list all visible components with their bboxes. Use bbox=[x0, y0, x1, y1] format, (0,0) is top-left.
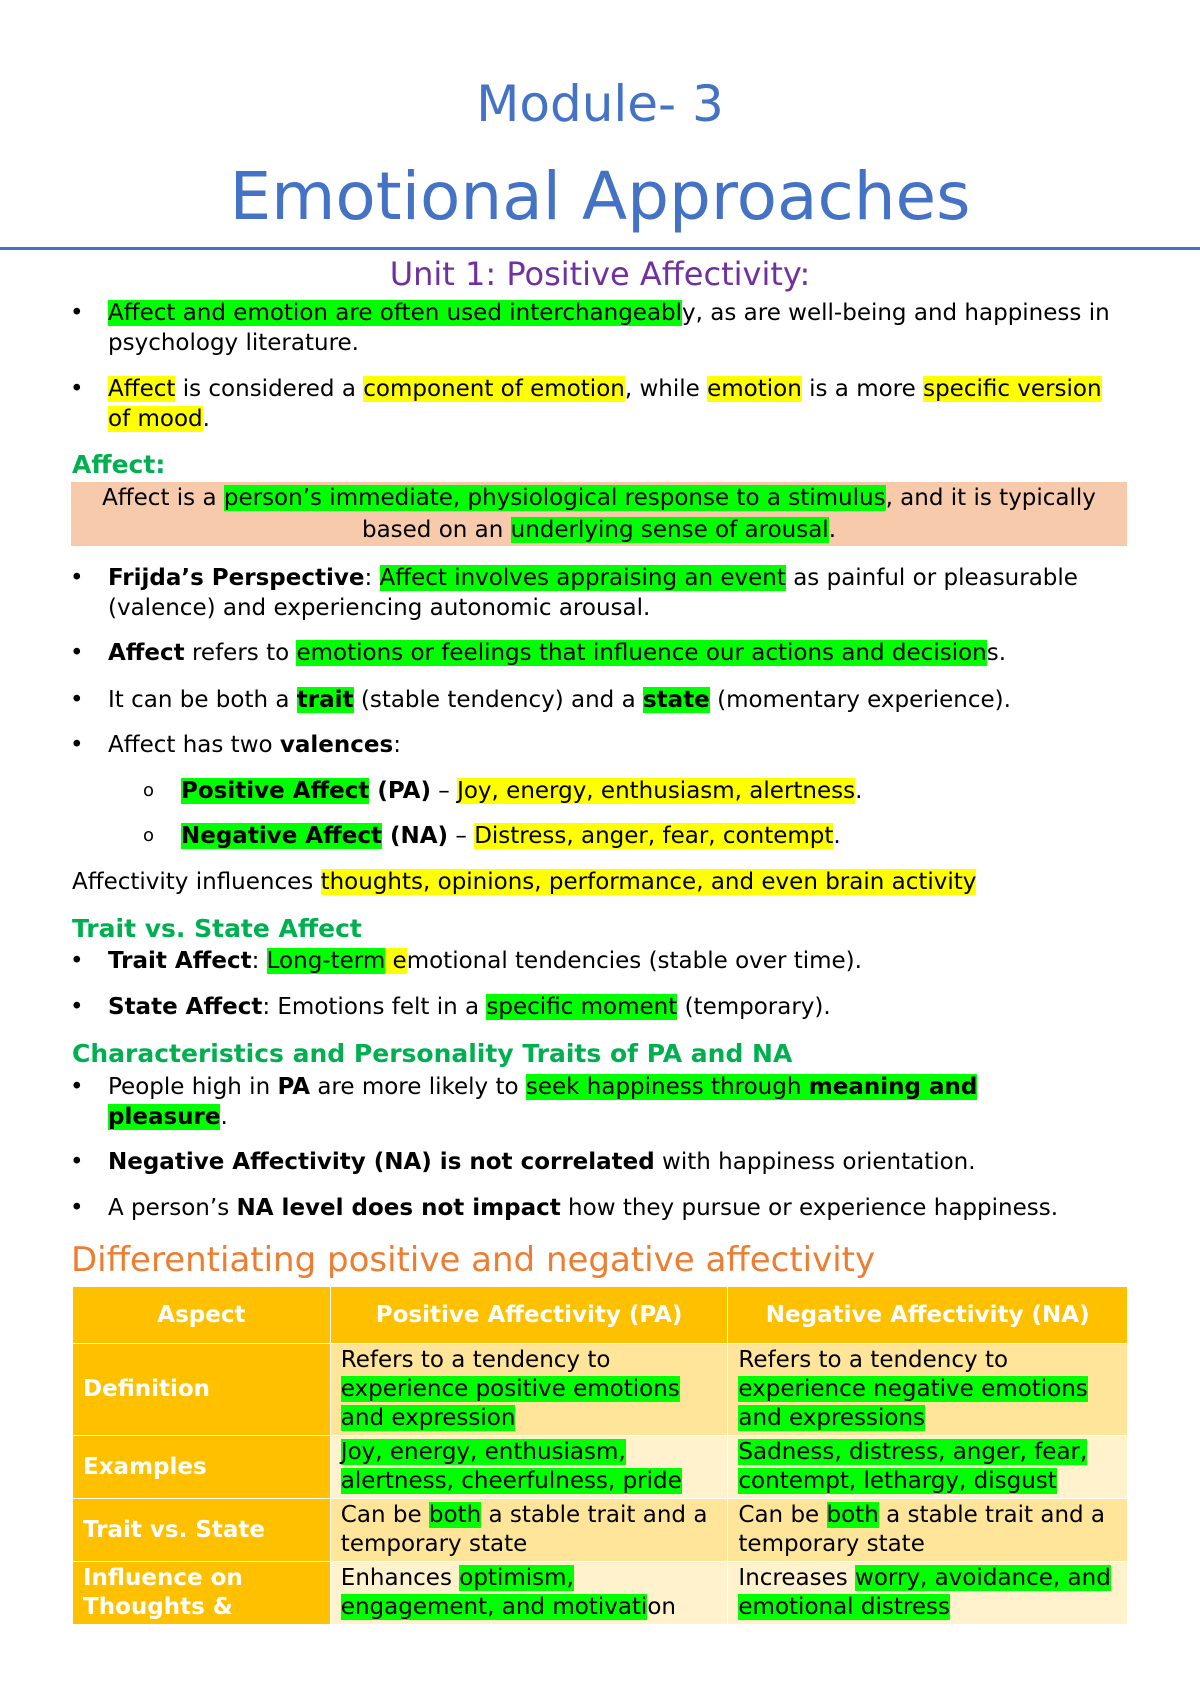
body-text: Refers to a tendency to bbox=[340, 1347, 611, 1373]
body-text: , while bbox=[624, 376, 708, 402]
bold-text: Frijda’s Perspective bbox=[108, 565, 365, 591]
differentiating-heading: Differentiating positive and negative affectivity bbox=[71, 1240, 876, 1280]
highlight-text: thoughts, opinions, performance, and even brain activity bbox=[320, 869, 977, 895]
table-header-cell: Negative Affectivity (NA) bbox=[728, 1287, 1128, 1344]
bold-text: NA level does not impact bbox=[236, 1195, 561, 1221]
body-text: y, as are well-being and happiness in psychology literature. bbox=[108, 300, 1110, 356]
highlight-text: trait bbox=[296, 687, 354, 713]
title-underline bbox=[0, 247, 1200, 250]
body-text: , and it is typically based on an bbox=[361, 485, 1096, 543]
bold-text: Affect bbox=[108, 640, 185, 666]
table-row bbox=[73, 1499, 1128, 1562]
body-text: – bbox=[430, 778, 458, 804]
body-text: It can be both a bbox=[108, 687, 297, 713]
body-text: s. bbox=[986, 640, 1007, 666]
pa-cell bbox=[330, 1562, 728, 1625]
bullet-icon: • bbox=[70, 1149, 84, 1175]
highlight-text: seek happiness through bbox=[525, 1074, 809, 1100]
highlight-text: Distress, anger, fear, contempt bbox=[474, 823, 834, 849]
highlight-text: experience negative emotions and expressions bbox=[738, 1376, 1088, 1431]
highlight-text: specific moment bbox=[486, 994, 678, 1020]
highlight-text: Joy, energy, enthusiasm, alertness bbox=[457, 778, 856, 804]
bullet-icon: • bbox=[70, 948, 84, 974]
body-text: . bbox=[828, 517, 837, 543]
body-text: Affect is a bbox=[102, 485, 224, 511]
body-text: Refers to a tendency to bbox=[738, 1347, 1009, 1373]
body-text: how they pursue or experience happiness. bbox=[560, 1195, 1059, 1221]
circle-bullet-icon: o bbox=[143, 825, 155, 846]
unit-heading: Unit 1: Positive Affectivity: bbox=[389, 255, 811, 293]
highlight-text: Long-term bbox=[266, 948, 386, 974]
body-text: Affectivity influences bbox=[72, 869, 321, 895]
body-text: motional tendencies (stable over time). bbox=[406, 948, 862, 974]
na-cell bbox=[728, 1344, 1128, 1436]
highlight-text: specific version of mood bbox=[108, 376, 1102, 432]
bold-text: State Affect bbox=[108, 994, 263, 1020]
bold-text: PA bbox=[277, 1074, 311, 1100]
pa-cell bbox=[330, 1344, 728, 1436]
bullet-icon: • bbox=[70, 565, 84, 591]
characteristics-heading: Characteristics and Personality Traits of PA and NA bbox=[72, 1039, 793, 1068]
body-text: : bbox=[251, 948, 267, 974]
bold-text: (NA) bbox=[381, 823, 449, 849]
bullet-icon: • bbox=[70, 1195, 84, 1221]
na-cell bbox=[728, 1499, 1128, 1562]
table-row bbox=[73, 1344, 1128, 1436]
highlight-text: Sadness, distress, anger, fear, contempt, lethargy, disgust bbox=[738, 1439, 1088, 1494]
bold-text: Trait Affect bbox=[108, 948, 252, 974]
body-text: . bbox=[220, 1104, 228, 1130]
body-text: Enhances bbox=[340, 1565, 460, 1591]
body-text: as painful or pleasurable (valence) and experiencing autonomic arousal. bbox=[108, 565, 1078, 621]
module-number: Module- 3 bbox=[476, 75, 724, 133]
highlight-text: emotion bbox=[707, 376, 802, 402]
body-text: : bbox=[393, 732, 401, 758]
highlight-text: person’s immediate, physiological response to a stimulus bbox=[223, 485, 886, 511]
bold-text: valences bbox=[279, 732, 394, 758]
highlight-text: Affect involves appraising an event bbox=[379, 565, 786, 591]
pa-cell bbox=[330, 1499, 728, 1562]
body-text: . bbox=[202, 406, 210, 432]
table-header-cell: Aspect bbox=[73, 1287, 331, 1344]
bullet-icon: • bbox=[70, 687, 84, 713]
bullet-icon: • bbox=[70, 732, 84, 758]
table-row bbox=[73, 1562, 1128, 1625]
body-text: . bbox=[833, 823, 841, 849]
body-text: Can be bbox=[738, 1502, 827, 1528]
highlight-text: both bbox=[428, 1502, 482, 1528]
highlight-text: Negative Affect bbox=[181, 823, 382, 849]
affect-definition-box bbox=[71, 482, 1127, 546]
highlight-text: Affect and emotion are often used interchangeabl bbox=[108, 300, 683, 326]
body-text: is a more bbox=[801, 376, 924, 402]
body-text: Increases bbox=[738, 1565, 856, 1591]
highlight-text: meaning and pleasure bbox=[108, 1074, 978, 1130]
body-text: refers to bbox=[184, 640, 297, 666]
body-text: a stable trait and a temporary state bbox=[340, 1502, 708, 1557]
body-text: is considered a bbox=[175, 376, 364, 402]
body-text: A person’s bbox=[108, 1195, 237, 1221]
highlight-text: both bbox=[826, 1502, 879, 1528]
table-row bbox=[73, 1436, 1128, 1499]
bullet-icon: • bbox=[70, 1074, 84, 1100]
highlight-text: component of emotion bbox=[363, 376, 625, 402]
highlight-text: Positive Affect bbox=[181, 778, 370, 804]
circle-bullet-icon: o bbox=[143, 780, 155, 801]
highlight-text: optimism, engagement, and motivati bbox=[340, 1565, 648, 1620]
comparison-table bbox=[72, 1286, 1128, 1625]
highlight-text: state bbox=[642, 687, 710, 713]
highlight-text: worry, avoidance, and emotional distress bbox=[738, 1565, 1111, 1620]
body-text: – bbox=[448, 823, 475, 849]
body-text: (stable tendency) and a bbox=[353, 687, 643, 713]
bold-text: Negative Affectivity (NA) is not correlated bbox=[108, 1149, 655, 1175]
bullet-icon: • bbox=[70, 376, 84, 402]
body-text: a stable trait and a temporary state bbox=[738, 1502, 1106, 1557]
pa-cell bbox=[330, 1436, 728, 1499]
row-label: Trait vs. State bbox=[73, 1499, 331, 1562]
table-header-cell: Positive Affectivity (PA) bbox=[330, 1287, 728, 1344]
highlight-text: e bbox=[385, 948, 407, 974]
bold-text: (PA) bbox=[369, 778, 431, 804]
table-header-row bbox=[73, 1287, 1128, 1344]
highlight-text: underlying sense of arousal bbox=[510, 517, 829, 543]
highlight-text: experience positive emotions and expression bbox=[340, 1376, 680, 1431]
affect-heading: Affect: bbox=[72, 450, 166, 479]
bullet-icon: • bbox=[70, 994, 84, 1020]
body-text: Affect has two bbox=[108, 732, 280, 758]
na-cell bbox=[728, 1562, 1128, 1625]
body-text: on bbox=[647, 1594, 676, 1620]
row-label: Examples bbox=[73, 1436, 331, 1499]
body-text: are more likely to bbox=[310, 1074, 526, 1100]
trait-state-heading: Trait vs. State Affect bbox=[72, 914, 362, 943]
body-text: (temporary). bbox=[677, 994, 831, 1020]
na-cell bbox=[728, 1436, 1128, 1499]
body-text: Can be bbox=[340, 1502, 429, 1528]
body-text: (momentary experience). bbox=[709, 687, 1011, 713]
highlight-text: Affect bbox=[108, 376, 176, 402]
body-text: People high in bbox=[108, 1074, 278, 1100]
bullet-icon: • bbox=[70, 300, 84, 326]
row-label: Influence on Thoughts & bbox=[73, 1562, 331, 1625]
highlight-text: emotions or feelings that influence our actions and decision bbox=[296, 640, 987, 666]
highlight-text: Joy, energy, enthusiasm, alertness, cheerfulness, pride bbox=[340, 1439, 682, 1494]
body-text: with happiness orientation. bbox=[654, 1149, 976, 1175]
body-text: . bbox=[855, 778, 863, 804]
affectivity-influences bbox=[72, 867, 1132, 897]
bullet-icon: • bbox=[70, 640, 84, 666]
body-text: : Emotions felt in a bbox=[262, 994, 487, 1020]
row-label: Definition bbox=[73, 1344, 331, 1436]
document-title: Emotional Approaches bbox=[229, 158, 971, 235]
body-text: : bbox=[364, 565, 380, 591]
